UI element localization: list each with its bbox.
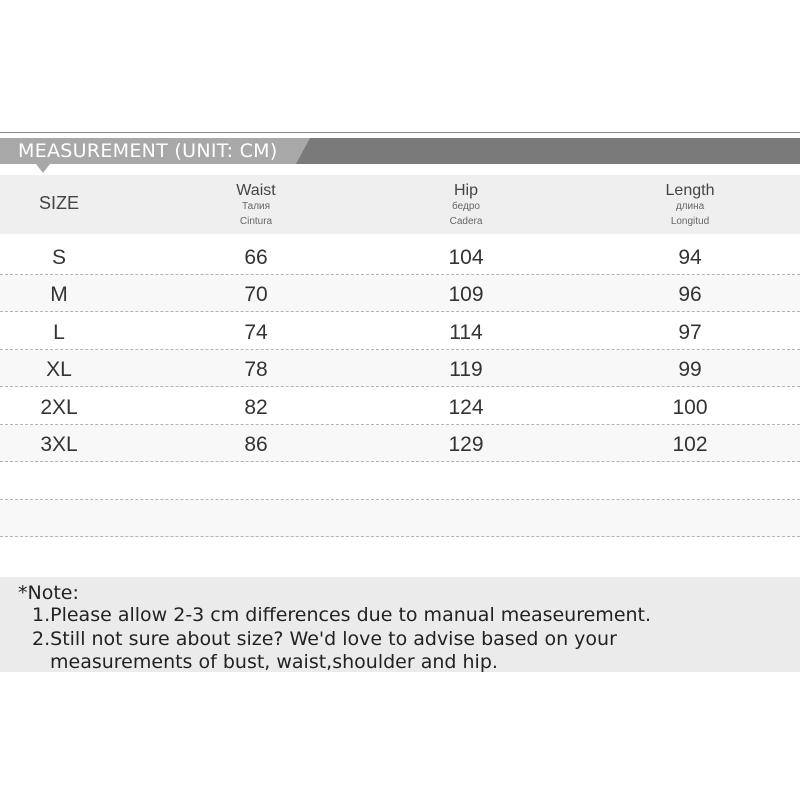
header-hip-ru: бедро (452, 201, 480, 212)
note-line-1: 1.Please allow 2-3 cm differences due to manual measeurement. (32, 604, 652, 626)
cell-waist: 66 (244, 246, 268, 269)
note-box (0, 577, 800, 672)
cell-length: 97 (678, 321, 702, 344)
cell-length: 99 (678, 358, 702, 381)
header-waist-es: Cintura (239, 216, 273, 227)
cell-hip: 119 (449, 358, 483, 381)
note-line-2-continued: measurements of bust, waist,shoulder and hip. (50, 651, 498, 673)
cell-hip: 114 (449, 321, 483, 344)
cell-waist: 74 (244, 321, 268, 344)
table-header (0, 175, 800, 234)
cell-length: 100 (672, 396, 708, 419)
header-length-label: Length (665, 182, 715, 199)
cell-size: L (53, 321, 65, 344)
cell-size: 2XL (40, 396, 78, 419)
cell-hip: 129 (448, 433, 484, 456)
cell-hip: 124 (448, 396, 484, 419)
cell-hip: 104 (448, 246, 484, 269)
cell-waist: 86 (244, 433, 268, 456)
header-waist-label: Waist (236, 182, 276, 199)
cell-waist: 70 (244, 283, 268, 306)
cell-size: M (50, 283, 68, 306)
table-row (0, 275, 800, 312)
cell-size: 3XL (40, 433, 78, 456)
section-title: MEASUREMENT (UNIT: CM) (0, 138, 296, 164)
cell-hip: 109 (448, 283, 484, 306)
header-hip (368, 175, 564, 229)
table-row (0, 388, 800, 425)
empty-row (0, 500, 800, 537)
cell-size: S (51, 246, 66, 269)
section-banner (0, 138, 800, 164)
table-row (0, 313, 800, 350)
empty-row (0, 538, 800, 575)
table-row (0, 425, 800, 462)
header-length (590, 175, 790, 229)
cell-waist: 82 (244, 396, 268, 419)
header-hip-label: Hip (453, 182, 478, 199)
cell-length: 102 (672, 433, 708, 456)
table-row (0, 238, 800, 275)
header-size: SIZE (38, 193, 79, 213)
header-hip-es: Cadera (449, 216, 483, 227)
header-waist-ru: Талия (241, 201, 271, 212)
note-line-2: 2.Still not sure about size? We'd love to advise based on your (32, 628, 617, 650)
note-title: *Note: (18, 582, 79, 604)
cell-size: XL (46, 358, 72, 381)
header-length-es: Longitud (670, 216, 710, 227)
banner-pointer (36, 164, 50, 173)
top-divider (0, 132, 800, 133)
cell-waist: 78 (244, 358, 268, 381)
header-waist (158, 175, 354, 229)
empty-row (0, 463, 800, 500)
table-row (0, 350, 800, 387)
cell-length: 96 (678, 283, 702, 306)
cell-length: 94 (678, 246, 702, 269)
header-length-ru: длина (675, 201, 705, 212)
